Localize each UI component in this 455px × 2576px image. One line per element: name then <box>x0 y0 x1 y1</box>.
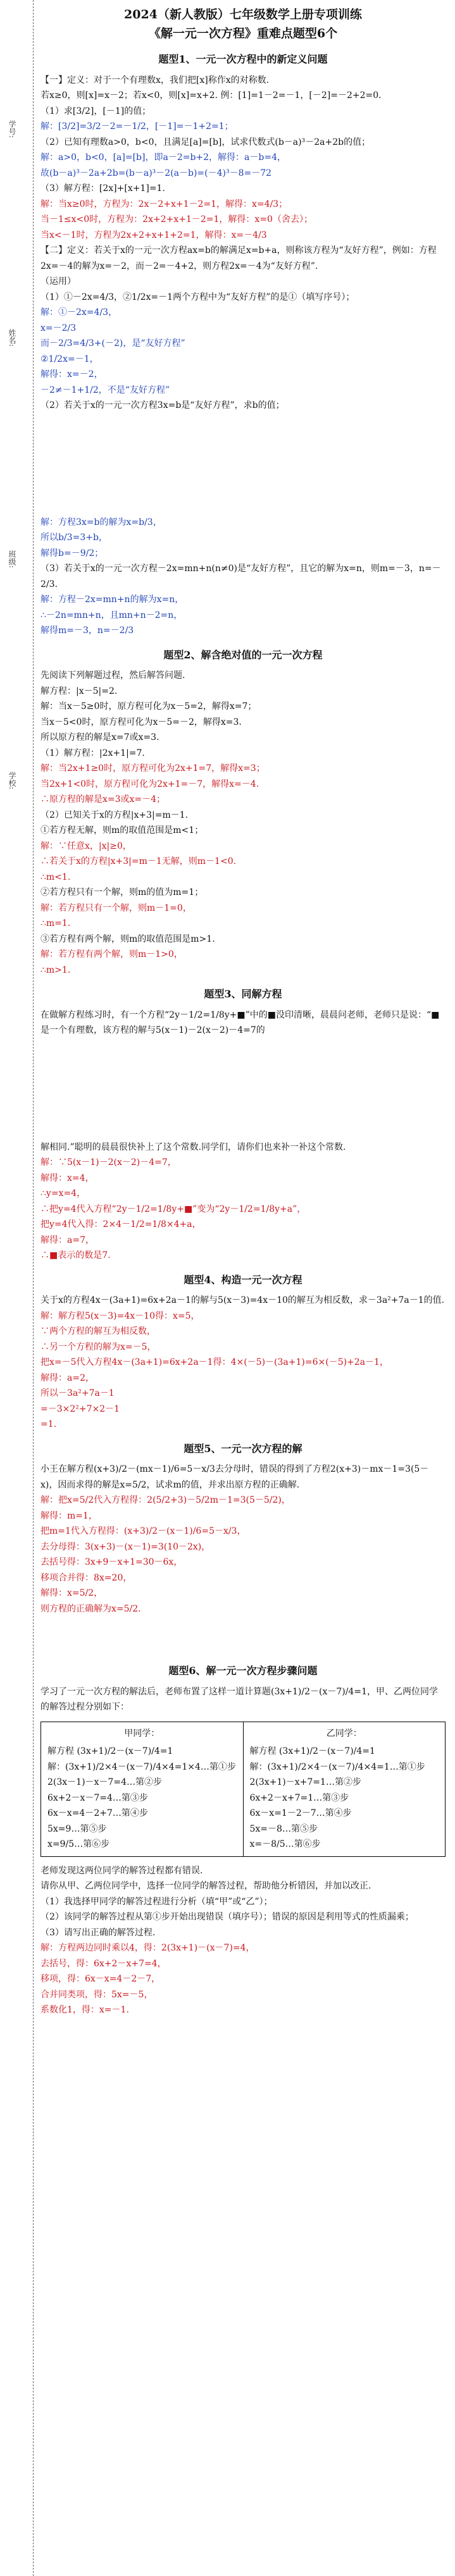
section3-body <box>41 1008 446 1264</box>
s1-answer: ∴－2n=mn+n，且mn+n－2=n， <box>41 610 183 620</box>
s4-answer: =1. <box>41 1419 57 1429</box>
student-b-step: x=－8/5…第⑥步 <box>249 1839 321 1849</box>
s4-answer: ∵两个方程的解互为相反数， <box>41 1326 156 1336</box>
s5-answer: 把m=1代入方程得：(x+3)/2－(x－1)/6=5－x/3， <box>41 1526 246 1536</box>
title-line1: 2024（新人教版）七年级数学上册专项训练 <box>124 8 362 22</box>
section5-body <box>41 1462 446 1617</box>
s5-answer: 去分母得：3(x+3)－(x－1)=3(10－2x)， <box>41 1541 211 1552</box>
s3-answer: 解：∵5(x－1)－2(x－2)－4=7， <box>41 1157 177 1168</box>
s1-answer: 所以b/3=3+b， <box>41 533 108 543</box>
s5-answer: 解：把x=5/2代入方程得：2(5/2+3)－5/2m－1=3(5－5/2)， <box>41 1495 290 1505</box>
s4-answer: 把x=－5代入方程4x－(3a+1)=6x+2a－1得：4×(－5)－(3a+1)=6×(－5)+2a－1， <box>41 1357 389 1367</box>
s2-answer: ∴原方程的解是x=3或x=－4； <box>41 794 166 804</box>
s6-answer: 去括号，得：6x+2－x+7=4， <box>41 1958 166 1969</box>
s1-line: （2）已知有理数a>0，b<0，且满足[a]=[b]，试求代数式(b－a)³－2a+2b的值； <box>41 137 371 147</box>
student-b-step: 2(3x+1)－x+7=1…第②步 <box>249 1777 361 1787</box>
s1-answer: 解得：x=－2， <box>41 369 103 379</box>
s6-answer: 解：方程两边同时乘以4，得：2(3x+1)－(x－7)=4， <box>41 1943 255 1953</box>
s3-answer: 解得：a=7， <box>41 1235 94 1245</box>
section6-heading: 题型6、解一元一次方程步骤问题 <box>168 1665 318 1677</box>
s5-answer: 则方程的正确解为x=5/2. <box>41 1603 141 1614</box>
student-a-step: 5x=9…第⑤步 <box>47 1823 107 1834</box>
student-b-step: 5x=－8…第⑤步 <box>249 1823 318 1834</box>
section4-body <box>41 1293 446 1433</box>
s2-line: 所以原方程的解是x=7或x=3. <box>41 732 159 743</box>
s2-answer: 解：当2x+1≥0时，原方程可化为2x+1=7，解得x=3； <box>41 763 265 773</box>
s1-answer: 解：当x≥0时，方程为：2x－2+x+1－2=1，解得：x=4/3； <box>41 199 288 209</box>
section6-body <box>41 1684 446 2018</box>
s2-line: （1）解方程：|2x+1|=7. <box>41 748 145 758</box>
s2-answer: ∴m<1. <box>41 872 71 882</box>
s3-line: 在做解方程练习时，有一个方程“2y－1/2=1/8y+■”中的■没印清晰，晨晨问老师，老师只是说：“■是一个有理数，该方程的解与5(x－1)－2(x－2)－4=7的 <box>41 1009 440 1035</box>
s1-line: （1）①－2x=4/3，②1/2x=－1两个方程中为“友好方程”的是①（填写序号）； <box>41 292 355 302</box>
s1-line: （运用） <box>41 276 76 287</box>
s1-answer: －2≠－1+1/2，不是“友好方程” <box>41 385 170 395</box>
s5-answer: 解得：x=5/2， <box>41 1588 103 1598</box>
s3-line: 解相同.”聪明的晨晨很快补上了这个常数.同学们，请你们也来补一补这个常数. <box>41 1142 346 1152</box>
s4-answer: 所以－3a²+7a－1 <box>41 1388 115 1398</box>
s6-line: 老师发现这两位同学的解答过程都有错误. <box>41 1865 203 1876</box>
section3-heading: 题型3、同解方程 <box>204 988 282 1000</box>
s2-line: 解：当x－5≥0时，原方程可化为x－5=2，解得x=7； <box>41 701 257 712</box>
section2-body <box>41 668 446 978</box>
s6-line: （3）请写出正确的解答过程. <box>41 1927 156 1938</box>
s1-answer: 解得m=－3，n=－2/3 <box>41 626 134 636</box>
section1-body <box>41 73 446 639</box>
student-a-head: 甲同学： <box>124 1728 160 1739</box>
student-a-solution <box>41 1722 243 1856</box>
student-a-step: 解方程 (3x+1)/2－(x－7)/4=1 <box>47 1746 173 1756</box>
section4-heading: 题型4、构造一元一次方程 <box>184 1273 302 1286</box>
s1-answer: 解：[3/2]=3/2－2=－1/2，[－1]=－1+2=1； <box>41 121 234 132</box>
s3-answer: ∴■表示的数是7. <box>41 1250 111 1260</box>
s1-line: 若x≥0，则[x]=x－2；若x<0，则[x]=x+2. 例：[1]=1－2=－1，[－2]=－2+2=0. <box>41 90 382 101</box>
student-id-field: 学号: <box>8 120 16 139</box>
s4-answer: 解得：a=2， <box>41 1372 94 1383</box>
s6-intro: 学习了一元一次方程的解法后，老师布置了这样一道计算题(3x+1)/2－(x－7)/4=1，甲、乙两位同学的解答过程分别如下： <box>41 1686 438 1712</box>
s2-line: 解方程：|x－5|=2. <box>41 686 118 696</box>
s6-line: （2）该同学的解答过程从第①步开始出现错误（填序号）；错误的原因是利用等式的性质漏乘； <box>41 1912 414 1922</box>
s3-answer: 解得：x=4， <box>41 1173 94 1183</box>
s2-line: 先阅读下列解题过程，然后解答问题. <box>41 670 185 681</box>
s6-line: （1）我选择甲同学的解答过程进行分析（填“甲”或“乙”）； <box>41 1896 273 1907</box>
binding-margin <box>0 0 34 2576</box>
s3-answer: ∴把y=4代入方程“2y－1/2=1/8y+■”变为“2y－1/2=1/8y+a”， <box>41 1204 306 1214</box>
s5-line: 小王在解方程(x+3)/2－(mx－1)/6=5－x/3去分母时，错误的得到了方程2(x+3)－mx－1=3(5－x)，因而求得的解是x=5/2，试求m的值，并求出原方程的正确解. <box>41 1464 429 1490</box>
s2-line: ①若方程无解，则m的取值范围是m<1； <box>41 825 204 835</box>
student-b-step: 6x+2－x+7=1…第③步 <box>249 1792 349 1803</box>
s1-line: （3）解方程：[2x]+[x+1]=1. <box>41 183 165 194</box>
s2-answer: ∴m>1. <box>41 964 71 975</box>
s6-line: 请你从甲、乙两位同学中，选择一位同学的解答过程，帮助他分析错因，并加以改正. <box>41 1881 371 1891</box>
s6-answer: 移项，得：6x－x=4－2－7， <box>41 1974 161 1984</box>
s1-answer: x=－2/3 <box>41 323 77 333</box>
s1-answer: 解：方程－2x=mn+n的解为x=n， <box>41 595 184 605</box>
student-a-step: 2(3x－1)－x－7=4…第②步 <box>47 1777 162 1787</box>
s1-line: （2）若关于x的一元一次方程3x=b是“友好方程”，求b的值； <box>41 400 285 410</box>
s1-answer: 解：①－2x=4/3， <box>41 307 118 317</box>
student-b-solution <box>243 1722 446 1856</box>
s1-line: （3）若关于x的一元一次方程－2x=mn+n(n≠0)是“友好方程”，且它的解为x=n，则m=－3，n=－2/3. <box>41 564 441 589</box>
s5-answer: 去括号得：3x+9－x+1=30－6x， <box>41 1557 183 1567</box>
s4-answer: =－3×2²+7×2－1 <box>41 1403 120 1414</box>
section5-heading: 题型5、一元一次方程的解 <box>184 1442 302 1455</box>
worksheet <box>41 5 446 2018</box>
s5-answer: 解得：m=1， <box>41 1510 97 1521</box>
s6-answer: 合并同类项，得：5x=－5， <box>41 1989 153 2000</box>
s3-answer: 把y=4代入得：2×4－1/2=1/8×4+a， <box>41 1219 201 1229</box>
s2-answer: 解：∵任意x，|x|≥0， <box>41 841 132 851</box>
student-a-step: 6x－x=4－2+7…第④步 <box>47 1808 148 1818</box>
s2-line: ③若方程有两个解，则m的取值范围是m>1. <box>41 934 215 944</box>
student-b-head: 乙同学： <box>326 1728 362 1739</box>
s5-answer: 移项合并得：8x=20， <box>41 1572 132 1583</box>
s1-answer: 当x<－1时，方程为2x+2+x+1+2=1，解得：x=－4/3 <box>41 230 267 240</box>
student-b-step: 6x－x=1－2－7…第④步 <box>249 1808 352 1818</box>
s1-answer: 解：方程3x=b的解为x=b/3， <box>41 517 162 527</box>
s2-answer: 解：若方程只有一个解，则m－1=0， <box>41 903 192 913</box>
s1-answer: ②1/2x=－1， <box>41 354 99 364</box>
s2-line: （2）已知关于x的方程|x+3|=m－1. <box>41 810 189 820</box>
title-line2: 《解一元一次方程》重难点题型6个 <box>148 27 338 40</box>
solutions-table <box>41 1722 446 1857</box>
s3-answer: ∴y=x=4， <box>41 1188 86 1199</box>
section2-heading: 题型2、解含绝对值的一元一次方程 <box>163 648 323 661</box>
s1-answer: 解：a>0，b<0，[a]=[b]，即a－2=b+2，解得：a－b=4， <box>41 152 287 163</box>
s1-answer: 而－2/3=4/3+(－2)，是“友好方程” <box>41 338 185 348</box>
s6-answer: 系数化1，得：x=－1. <box>41 2005 129 2015</box>
student-b-step: 解方程 (3x+1)/2－(x－7)/4=1 <box>249 1746 375 1756</box>
s2-answer: ∴若关于x的方程|x+3|=m－1无解，则m－1<0. <box>41 856 237 866</box>
student-a-step: x=9/5…第⑥步 <box>47 1839 110 1849</box>
s2-line: ②若方程只有一个解，则m的值为m=1； <box>41 887 204 897</box>
s2-answer: ∴m=1. <box>41 918 71 928</box>
s1-line: 【二】定义：若关于x的一元一次方程ax=b的解满足x=b+a，则称该方程为“友好方程”，例如：方程2x=－4的解为x=－2，而－2=－4+2，则方程2x=－4为“友好方程”. <box>41 245 437 271</box>
s1-answer: 解得b=－9/2； <box>41 548 104 558</box>
section1-heading: 题型1、一元一次方程中的新定义问题 <box>158 53 328 65</box>
student-a-step: 解：(3x+1)/2×4－(x－7)/4×4=1×4…第①步 <box>47 1761 236 1772</box>
class-field: 班级: <box>8 550 16 569</box>
s1-answer: 当－1≤x<0时，方程为：2x+2+x+1－2=1，解得：x=0（舍去）； <box>41 214 313 225</box>
s2-answer: 解：若方程有两个解，则m－1>0， <box>41 949 183 959</box>
student-a-step: 6x+2－x－7=4…第③步 <box>47 1792 148 1803</box>
name-field: 姓名: <box>8 329 16 347</box>
student-b-step: 解：(3x+1)/2×4－(x－7)/4×4=1…第①步 <box>249 1761 425 1772</box>
s4-line: 关于x的方程4x－(3a+1)=6x+2a－1的解与5(x－3)=4x－10的解互为相反数，求－3a²+7a－1的值. <box>41 1295 445 1305</box>
s2-answer: 当2x+1<0时，原方程可化为2x+1=－7，解得x=－4. <box>41 779 259 789</box>
s2-line: 当x－5<0时，原方程可化为x－5=－2，解得x=3. <box>41 717 242 727</box>
s1-line: 【一】定义：对于一个有理数x，我们把[x]称作x的对称数. <box>41 75 270 85</box>
s4-answer: 解：解方程5(x－3)=4x－10得：x=5， <box>41 1310 200 1321</box>
s1-line: （1）求[3/2]，[－1]的值； <box>41 106 151 116</box>
s1-answer: 故(b－a)³－2a+2b=(b－a)³－2(a－b)=(－4)³－8=－72 <box>41 168 272 178</box>
s4-answer: ∴另一个方程的解为x=－5， <box>41 1341 156 1352</box>
school-field: 学校: <box>8 772 16 790</box>
